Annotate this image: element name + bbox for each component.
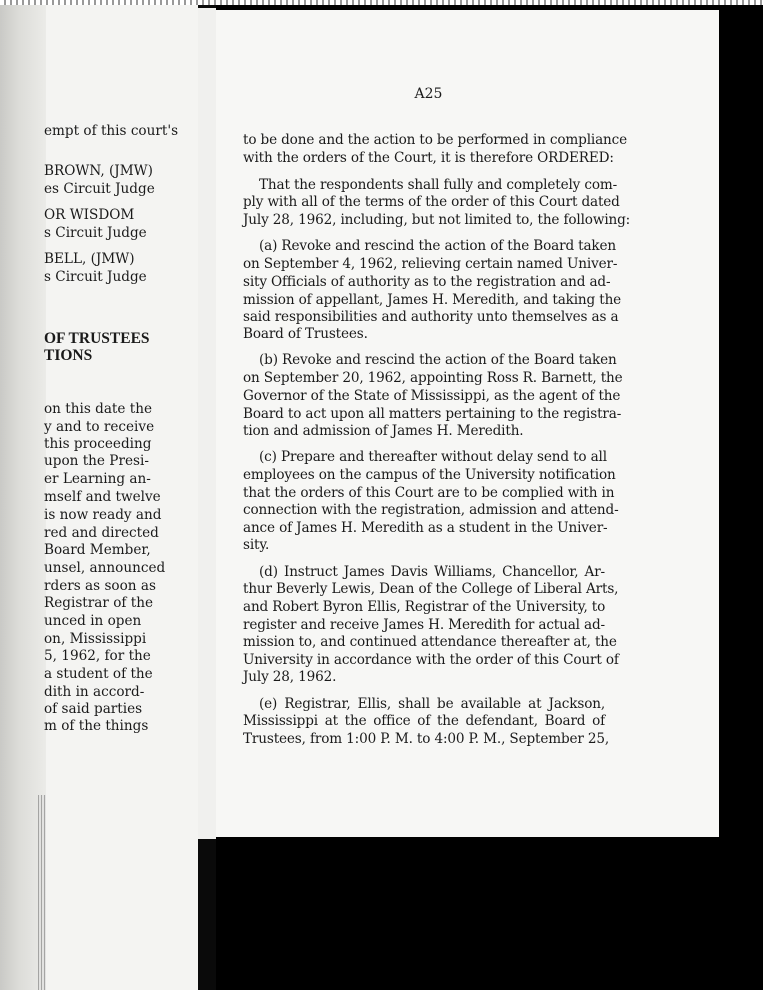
- left-text-line: es Circuit Judge: [44, 181, 155, 197]
- left-text-line: BROWN, (JMW): [44, 163, 153, 179]
- body-line: sity.: [243, 537, 270, 553]
- left-text-line: of said parties: [44, 701, 143, 717]
- left-heading: OF TRUSTEES: [44, 330, 150, 347]
- left-text-line: red and directed: [44, 525, 159, 541]
- body-line: employees on the campus of the University notification: [243, 467, 616, 483]
- page-number-wrap: [0, 86, 763, 102]
- page-number: A25: [414, 86, 443, 102]
- body-line: mission of appellant, James H. Meredith, and taking the: [243, 292, 622, 308]
- left-heading: TIONS: [44, 347, 93, 364]
- left-page: [0, 5, 198, 990]
- body-line: (c) Prepare and thereafter without delay send to all: [259, 449, 607, 465]
- left-text-line: 5, 1962, for the: [44, 648, 151, 664]
- body-line: that the orders of this Court are to be complied with in: [243, 485, 615, 501]
- left-text-line: er Learning an-: [44, 471, 151, 487]
- left-text-line: this proceeding: [44, 436, 152, 452]
- body-line: That the respondents shall fully and completely com-: [259, 177, 618, 193]
- body-line: University in accordance with the order of this Court of: [243, 652, 619, 668]
- body-line: ply with all of the terms of the order of this Court dated: [243, 194, 620, 210]
- left-text-line: Registrar of the: [44, 595, 153, 611]
- left-text-line: s Circuit Judge: [44, 269, 147, 285]
- left-text-line: BELL, (JMW): [44, 251, 135, 267]
- left-text-line: a student of the: [44, 666, 153, 682]
- body-line: Board of Trustees.: [243, 326, 368, 342]
- left-text-line: s Circuit Judge: [44, 225, 147, 241]
- body-line: Mississippi at the office of the defendant, Board of: [243, 713, 605, 729]
- left-text-line: mself and twelve: [44, 489, 161, 505]
- body-line: sity Officials of authority as to the registration and ad-: [243, 274, 611, 290]
- body-line: July 28, 1962, including, but not limited to, the following:: [243, 212, 631, 228]
- page-edge: [198, 8, 216, 839]
- left-text-line: on this date the: [44, 401, 153, 417]
- body-line: with the orders of the Court, it is therefore ORDERED:: [243, 150, 614, 166]
- left-text-line: m of the things: [44, 718, 149, 734]
- body-line: register and receive James H. Meredith for actual ad-: [243, 617, 605, 633]
- left-text-line: dith in accord-: [44, 684, 145, 700]
- left-text-line: unced in open: [44, 613, 142, 629]
- body-line: on September 4, 1962, relieving certain named Univer-: [243, 256, 618, 272]
- body-line: (a) Revoke and rescind the action of the Board taken: [259, 238, 617, 254]
- body-line: July 28, 1962.: [243, 669, 337, 685]
- left-text-line: y and to receive: [44, 419, 155, 435]
- body-line: to be done and the action to be performed in compliance: [243, 132, 628, 148]
- body-line: thur Beverly Lewis, Dean of the College of Liberal Arts,: [243, 581, 619, 597]
- body-line: mission to, and continued attendance thereafter at, the: [243, 634, 617, 650]
- body-line: tion and admission of James H. Meredith.: [243, 423, 524, 439]
- body-line: connection with the registration, admission and attend-: [243, 502, 619, 518]
- body-line: Governor of the State of Mississippi, as the agent of the: [243, 388, 621, 404]
- body-line: said responsibilities and authority unto themselves as a: [243, 309, 619, 325]
- body-line: (e) Registrar, Ellis, shall be available at Jackson,: [259, 696, 605, 712]
- body-line: and Robert Byron Ellis, Registrar of the University, to: [243, 599, 606, 615]
- body-line: ance of James H. Meredith as a student in the Univer-: [243, 520, 608, 536]
- body-line: Trustees, from 1:00 P. M. to 4:00 P. M., September 25,: [243, 731, 610, 747]
- left-text-line: Board Member,: [44, 542, 151, 558]
- left-text-line: rders as soon as: [44, 578, 156, 594]
- left-text-line: is now ready and: [44, 507, 162, 523]
- left-text-line: upon the Presi-: [44, 453, 149, 469]
- left-text-line: OR WISDOM: [44, 207, 135, 223]
- body-line: on September 20, 1962, appointing Ross R. Barnett, the: [243, 370, 623, 386]
- binding-shadow: [0, 5, 46, 990]
- left-text-line: unsel, announced: [44, 560, 166, 576]
- body-line: (b) Revoke and rescind the action of the Board taken: [259, 352, 617, 368]
- body-line: (d) Instruct James Davis Williams, Chancellor, Ar-: [259, 564, 605, 580]
- left-text-line: empt of this court's: [44, 123, 179, 139]
- body-line: Board to act upon all matters pertaining to the registra-: [243, 406, 622, 422]
- left-text-line: on, Mississippi: [44, 631, 147, 647]
